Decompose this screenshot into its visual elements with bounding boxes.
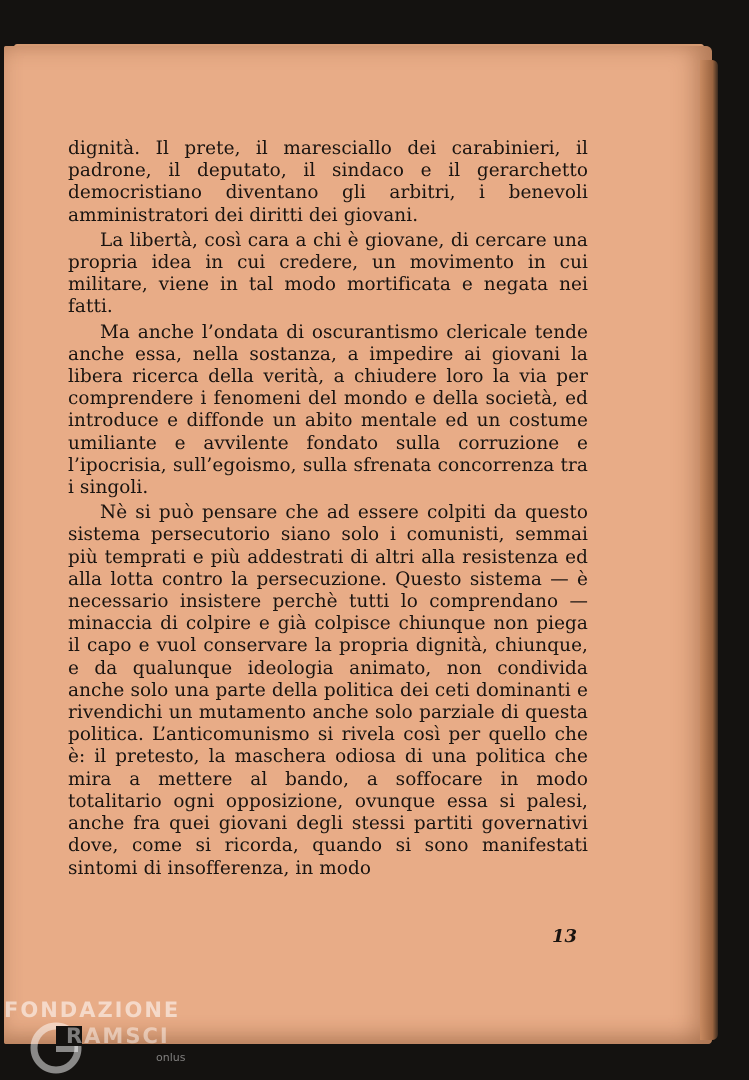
watermark-suffix: onlus bbox=[156, 1051, 186, 1064]
paragraph: dignità. Il prete, il maresciallo dei carabinieri, il padrone, il deputato, il sindaco e il gerarchetto democristiano diventano gli arbitri, i benevoli amministratori dei diritti dei giovani. bbox=[68, 138, 588, 226]
paragraph: Nè si può pensare che ad essere colpiti da questo sistema persecutorio siano solo i comunisti, semmai più temprati e più addestrati di altri alla resistenza ed alla lotta contro la persecuzione. Questo sistema — è necessario insistere perchè tutti lo comprendano — minaccia di colpire e già colpisce chiunque non piega il capo e vuol conservare la propria dignità, chiunque, e da qualunque ideologia animato, non condivida anche solo una parte della politica dei ceti dominanti e rivendichi un mutamento anche solo parziale di questa politica. L’anticomunismo si rivela così per quello che è: il pretesto, la maschera odiosa di una politica che mira a mettere al bando, a soffocare in modo totalitario ogni opposizione, ovunque essa si palesi, anche fra quei giovani degli stessi partiti governativi dove, come si ricorda, quando si sono manifestati sintomi di insofferenza, in modo bbox=[68, 502, 588, 879]
body-text bbox=[68, 138, 588, 880]
watermark-line1: FONDAZIONE bbox=[4, 998, 181, 1022]
page-number: 13 bbox=[552, 926, 578, 947]
watermark bbox=[4, 998, 204, 1078]
paragraph: Ma anche l’ondata di oscurantismo clericale tende anche essa, nella sostanza, a impedire ai giovani la libera ricerca della verità, a chiudere loro la via per comprendere i fenomeni del mondo e della società, ed introduce e diffonde un abito mentale ed un costume umiliante e avvilente fondato sulla corruzione e l’ipocrisia, sull’egoismo, sulla sfrenata concorrenza tra i singoli. bbox=[68, 321, 588, 499]
watermark-line2: RAMSCI bbox=[66, 1024, 170, 1048]
paragraph: La libertà, così cara a chi è giovane, di cercare una propria idea in cui credere, un movimento in cui militare, viene in tal modo mortificata e negata nei fatti. bbox=[68, 229, 588, 318]
page-edge bbox=[700, 60, 718, 1040]
